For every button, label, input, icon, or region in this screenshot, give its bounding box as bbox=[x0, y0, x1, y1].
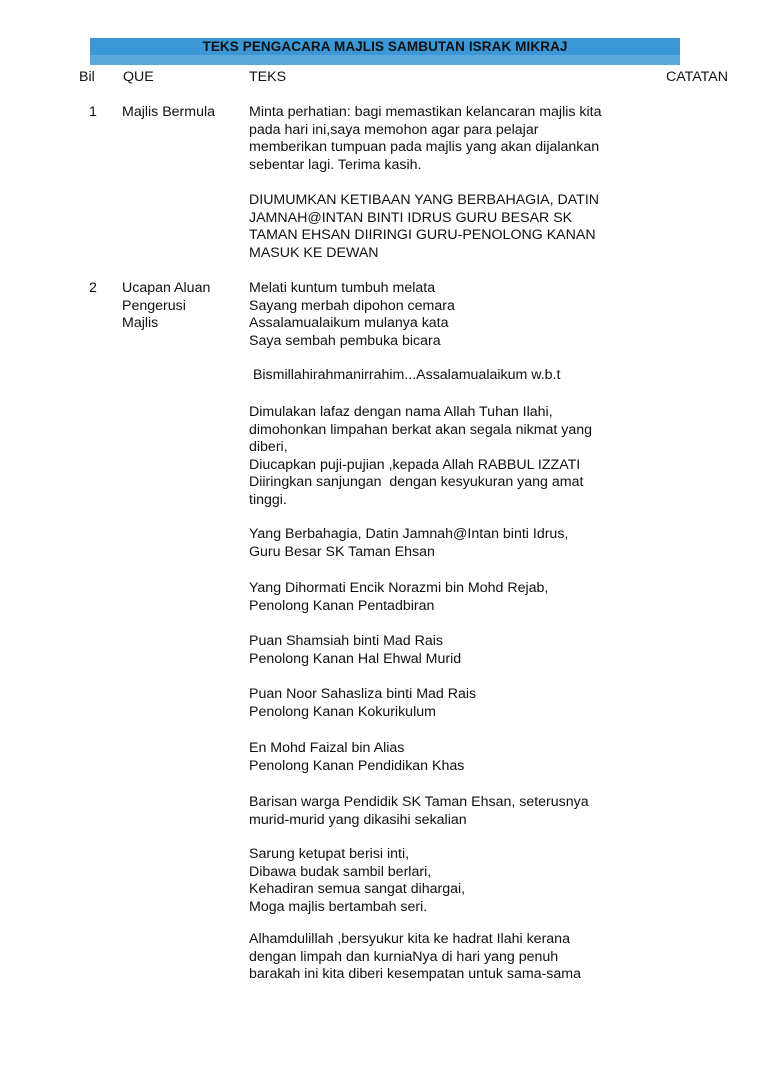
row2-para-9 bbox=[249, 794, 649, 829]
text-line: memberikan tumpuan pada majlis yang akan dijalankan bbox=[249, 139, 600, 155]
text-line: TAMAN EHSAN DIIRINGI GURU-PENOLONG KANAN bbox=[249, 227, 596, 243]
text-line: Sayang merbah dipohon cemara bbox=[249, 297, 455, 314]
row1-number: 1 bbox=[89, 104, 97, 120]
row1-para-1 bbox=[249, 104, 649, 174]
text-line: Saya sembah pembuka bicara bbox=[249, 332, 441, 349]
row2-que bbox=[122, 280, 210, 333]
text-line: Moga majlis bertambah seri. bbox=[249, 898, 428, 915]
row2-para-6 bbox=[249, 633, 649, 668]
text-line: Bismillahirahmanirrahim...Assalamualaikum w.b.t bbox=[249, 367, 561, 383]
text-line: En Mohd Faizal bin Alias bbox=[249, 740, 405, 756]
text-line: dengan limpah dan kurniaNya di hari yang penuh bbox=[249, 948, 559, 965]
text-line: murid-murid yang dikasihi sekalian bbox=[249, 811, 467, 828]
row2-que-line: Ucapan Aluan bbox=[122, 280, 211, 296]
text-line: Penolong Kanan Pendidikan Khas bbox=[249, 757, 465, 774]
text-line: Puan Shamsiah binti Mad Rais bbox=[249, 633, 443, 649]
header-catatan: CATATAN bbox=[666, 69, 728, 85]
header-bil: Bil bbox=[79, 69, 95, 85]
text-line: Penolong Kanan Kokurikulum bbox=[249, 703, 436, 720]
header-teks: TEKS bbox=[249, 69, 287, 85]
text-line: Dimulakan lafaz dengan nama Allah Tuhan Ilahi, bbox=[249, 404, 553, 420]
text-line: Guru Besar SK Taman Ehsan bbox=[249, 543, 435, 560]
text-line: sebentar lagi. Terima kasih. bbox=[249, 156, 422, 173]
text-line: Sarung ketupat berisi inti, bbox=[249, 846, 410, 862]
text-line: Alhamdulillah ,bersyukur kita ke hadrat Ilahi kerana bbox=[249, 931, 570, 947]
row2-pantun-1 bbox=[249, 280, 649, 350]
text-line: Penolong Kanan Hal Ehwal Murid bbox=[249, 650, 462, 667]
header-que: QUE bbox=[123, 69, 154, 85]
row1-para-2 bbox=[249, 192, 649, 262]
text-line: Dibawa budak sambil berlari, bbox=[249, 863, 432, 880]
text-line: Melati kuntum tumbuh melata bbox=[249, 280, 436, 296]
text-line: MASUK KE DEWAN bbox=[249, 244, 379, 261]
row2-number: 2 bbox=[89, 280, 97, 296]
text-line: Yang Berbahagia, Datin Jamnah@Intan binti Idrus, bbox=[249, 526, 569, 542]
text-line: Kehadiran semua sangat dihargai, bbox=[249, 881, 466, 897]
text-line: Puan Noor Sahasliza binti Mad Rais bbox=[249, 686, 477, 702]
text-line: pada hari ini,saya memohon agar para pelajar bbox=[249, 121, 539, 138]
text-line: dimohonkan limpahan berkat akan segala nikmat yang bbox=[249, 421, 593, 438]
row2-para-11 bbox=[249, 931, 649, 984]
row2-para-5 bbox=[249, 580, 649, 615]
text-line: Diiringkan sanjungan dengan kesyukuran yang amat bbox=[249, 474, 584, 490]
row2-para-8 bbox=[249, 740, 649, 775]
text-line: DIUMUMKAN KETIBAAN YANG BERBAHAGIA, DATIN bbox=[249, 192, 600, 208]
row1-que bbox=[122, 104, 215, 122]
row2-que-line: Pengerusi bbox=[122, 297, 186, 314]
text-line: JAMNAH@INTAN BINTI IDRUS GURU BESAR SK bbox=[249, 209, 573, 226]
document-title: TEKS PENGACARA MAJLIS SAMBUTAN ISRAK MIKRAJ bbox=[90, 38, 680, 55]
row2-para-3 bbox=[249, 404, 649, 509]
row2-greeting bbox=[249, 367, 649, 385]
text-line: Penolong Kanan Pentadbiran bbox=[249, 597, 435, 614]
text-line: Barisan warga Pendidik SK Taman Ehsan, seterusnya bbox=[249, 794, 589, 810]
title-bar-band bbox=[90, 55, 680, 65]
text-line: Yang Dihormati Encik Norazmi bin Mohd Rejab, bbox=[249, 580, 549, 596]
row2-para-7 bbox=[249, 686, 649, 721]
text-line: tinggi. bbox=[249, 491, 287, 508]
text-line: Minta perhatian: bagi memastikan kelancaran majlis kita bbox=[249, 104, 602, 120]
row2-pantun-2 bbox=[249, 846, 649, 916]
text-line: Diucapkan puji-pujian ,kepada Allah RABBUL IZZATI bbox=[249, 456, 581, 473]
row2-que-line: Majlis bbox=[122, 315, 159, 331]
row2-para-4 bbox=[249, 526, 649, 561]
row1-que-line: Majlis Bermula bbox=[122, 104, 216, 120]
text-line: Assalamualaikum mulanya kata bbox=[249, 315, 449, 331]
text-line: diberi, bbox=[249, 439, 288, 455]
text-line: barakah ini kita diberi kesempatan untuk sama-sama bbox=[249, 966, 581, 982]
